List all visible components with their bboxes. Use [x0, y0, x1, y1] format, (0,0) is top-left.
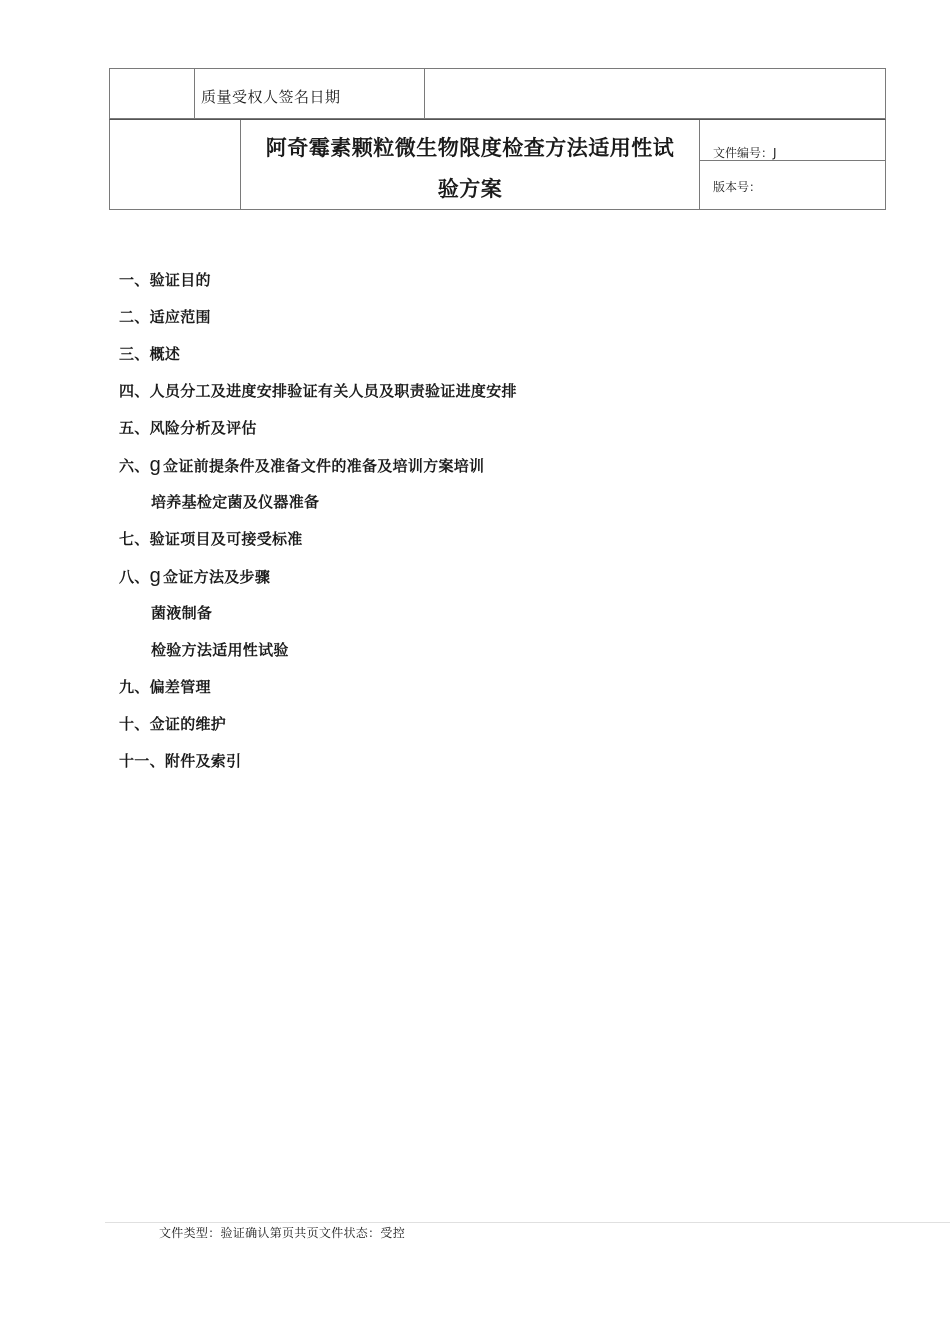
toc-item — [119, 305, 517, 342]
toc-subitem — [119, 490, 517, 527]
toc-item — [119, 342, 517, 379]
version-label: 版本号： — [713, 180, 762, 194]
toc-item — [119, 268, 517, 305]
toc-subitem — [119, 601, 517, 638]
toc-item — [119, 527, 517, 564]
version-row — [700, 161, 885, 209]
toc-item — [119, 749, 517, 786]
toc-item — [119, 416, 517, 453]
toc-item — [119, 675, 517, 712]
toc-item — [119, 379, 517, 416]
signature-table — [109, 68, 886, 119]
toc-item-text: 七、验证项目及可接受标准 — [119, 530, 303, 548]
toc-item-text: 佥证方法及步骤 — [163, 568, 271, 586]
document-title — [241, 128, 699, 210]
toc-item-text: 一、验证目的 — [119, 271, 211, 289]
header-meta-cell — [700, 120, 885, 209]
signature-date-label: 质量受权人签名日期 — [201, 88, 341, 106]
toc-item-text: 菌液制备 — [151, 604, 213, 622]
doc-number-label: 文件编号：J — [713, 146, 777, 160]
toc-item-text: 二、适应范围 — [119, 308, 211, 326]
doc-number-row — [700, 120, 885, 161]
signature-table-label-cell — [195, 69, 425, 118]
toc-item — [119, 453, 517, 490]
toc-item-text: 四、人员分工及进度安排验证有关人员及职责验证进度安排 — [119, 382, 517, 400]
toc-item-text: 九、偏差管理 — [119, 678, 211, 696]
signature-table-value-cell — [425, 69, 885, 118]
header-logo-cell — [110, 120, 241, 209]
toc-item-text: 检验方法适用性试验 — [151, 641, 289, 659]
document-header-table — [109, 119, 886, 210]
toc-item-prefix: 八、 — [119, 568, 150, 586]
toc-item-text: 三、概述 — [119, 345, 181, 363]
toc-subitem — [119, 638, 517, 675]
toc-item-text: 十一、附件及索引 — [119, 752, 242, 770]
table-of-contents — [119, 268, 517, 786]
footer-text: 文件类型：验证确认第页共页文件状态：受控 — [159, 1226, 406, 1240]
toc-item-glyph: g — [149, 565, 162, 587]
toc-item-prefix: 六、 — [119, 457, 150, 475]
footer-divider — [105, 1222, 950, 1223]
toc-item-text: 十、佥证的维护 — [119, 715, 227, 733]
document-title-line2: 验方案 — [437, 177, 503, 201]
toc-item-text: 佥证前提条件及准备文件的准备及培训方案培训 — [163, 457, 485, 475]
toc-item-text: 培养基检定菌及仪器准备 — [151, 493, 320, 511]
document-title-line1: 阿奇霉素颗粒微生物限度检查方法适用性试 — [265, 136, 675, 160]
toc-item-glyph: g — [149, 454, 162, 476]
toc-item — [119, 564, 517, 601]
toc-item — [119, 712, 517, 749]
signature-table-blank-cell — [110, 69, 195, 118]
toc-item-text: 五、风险分析及评估 — [119, 419, 257, 437]
header-title-cell — [241, 120, 700, 209]
